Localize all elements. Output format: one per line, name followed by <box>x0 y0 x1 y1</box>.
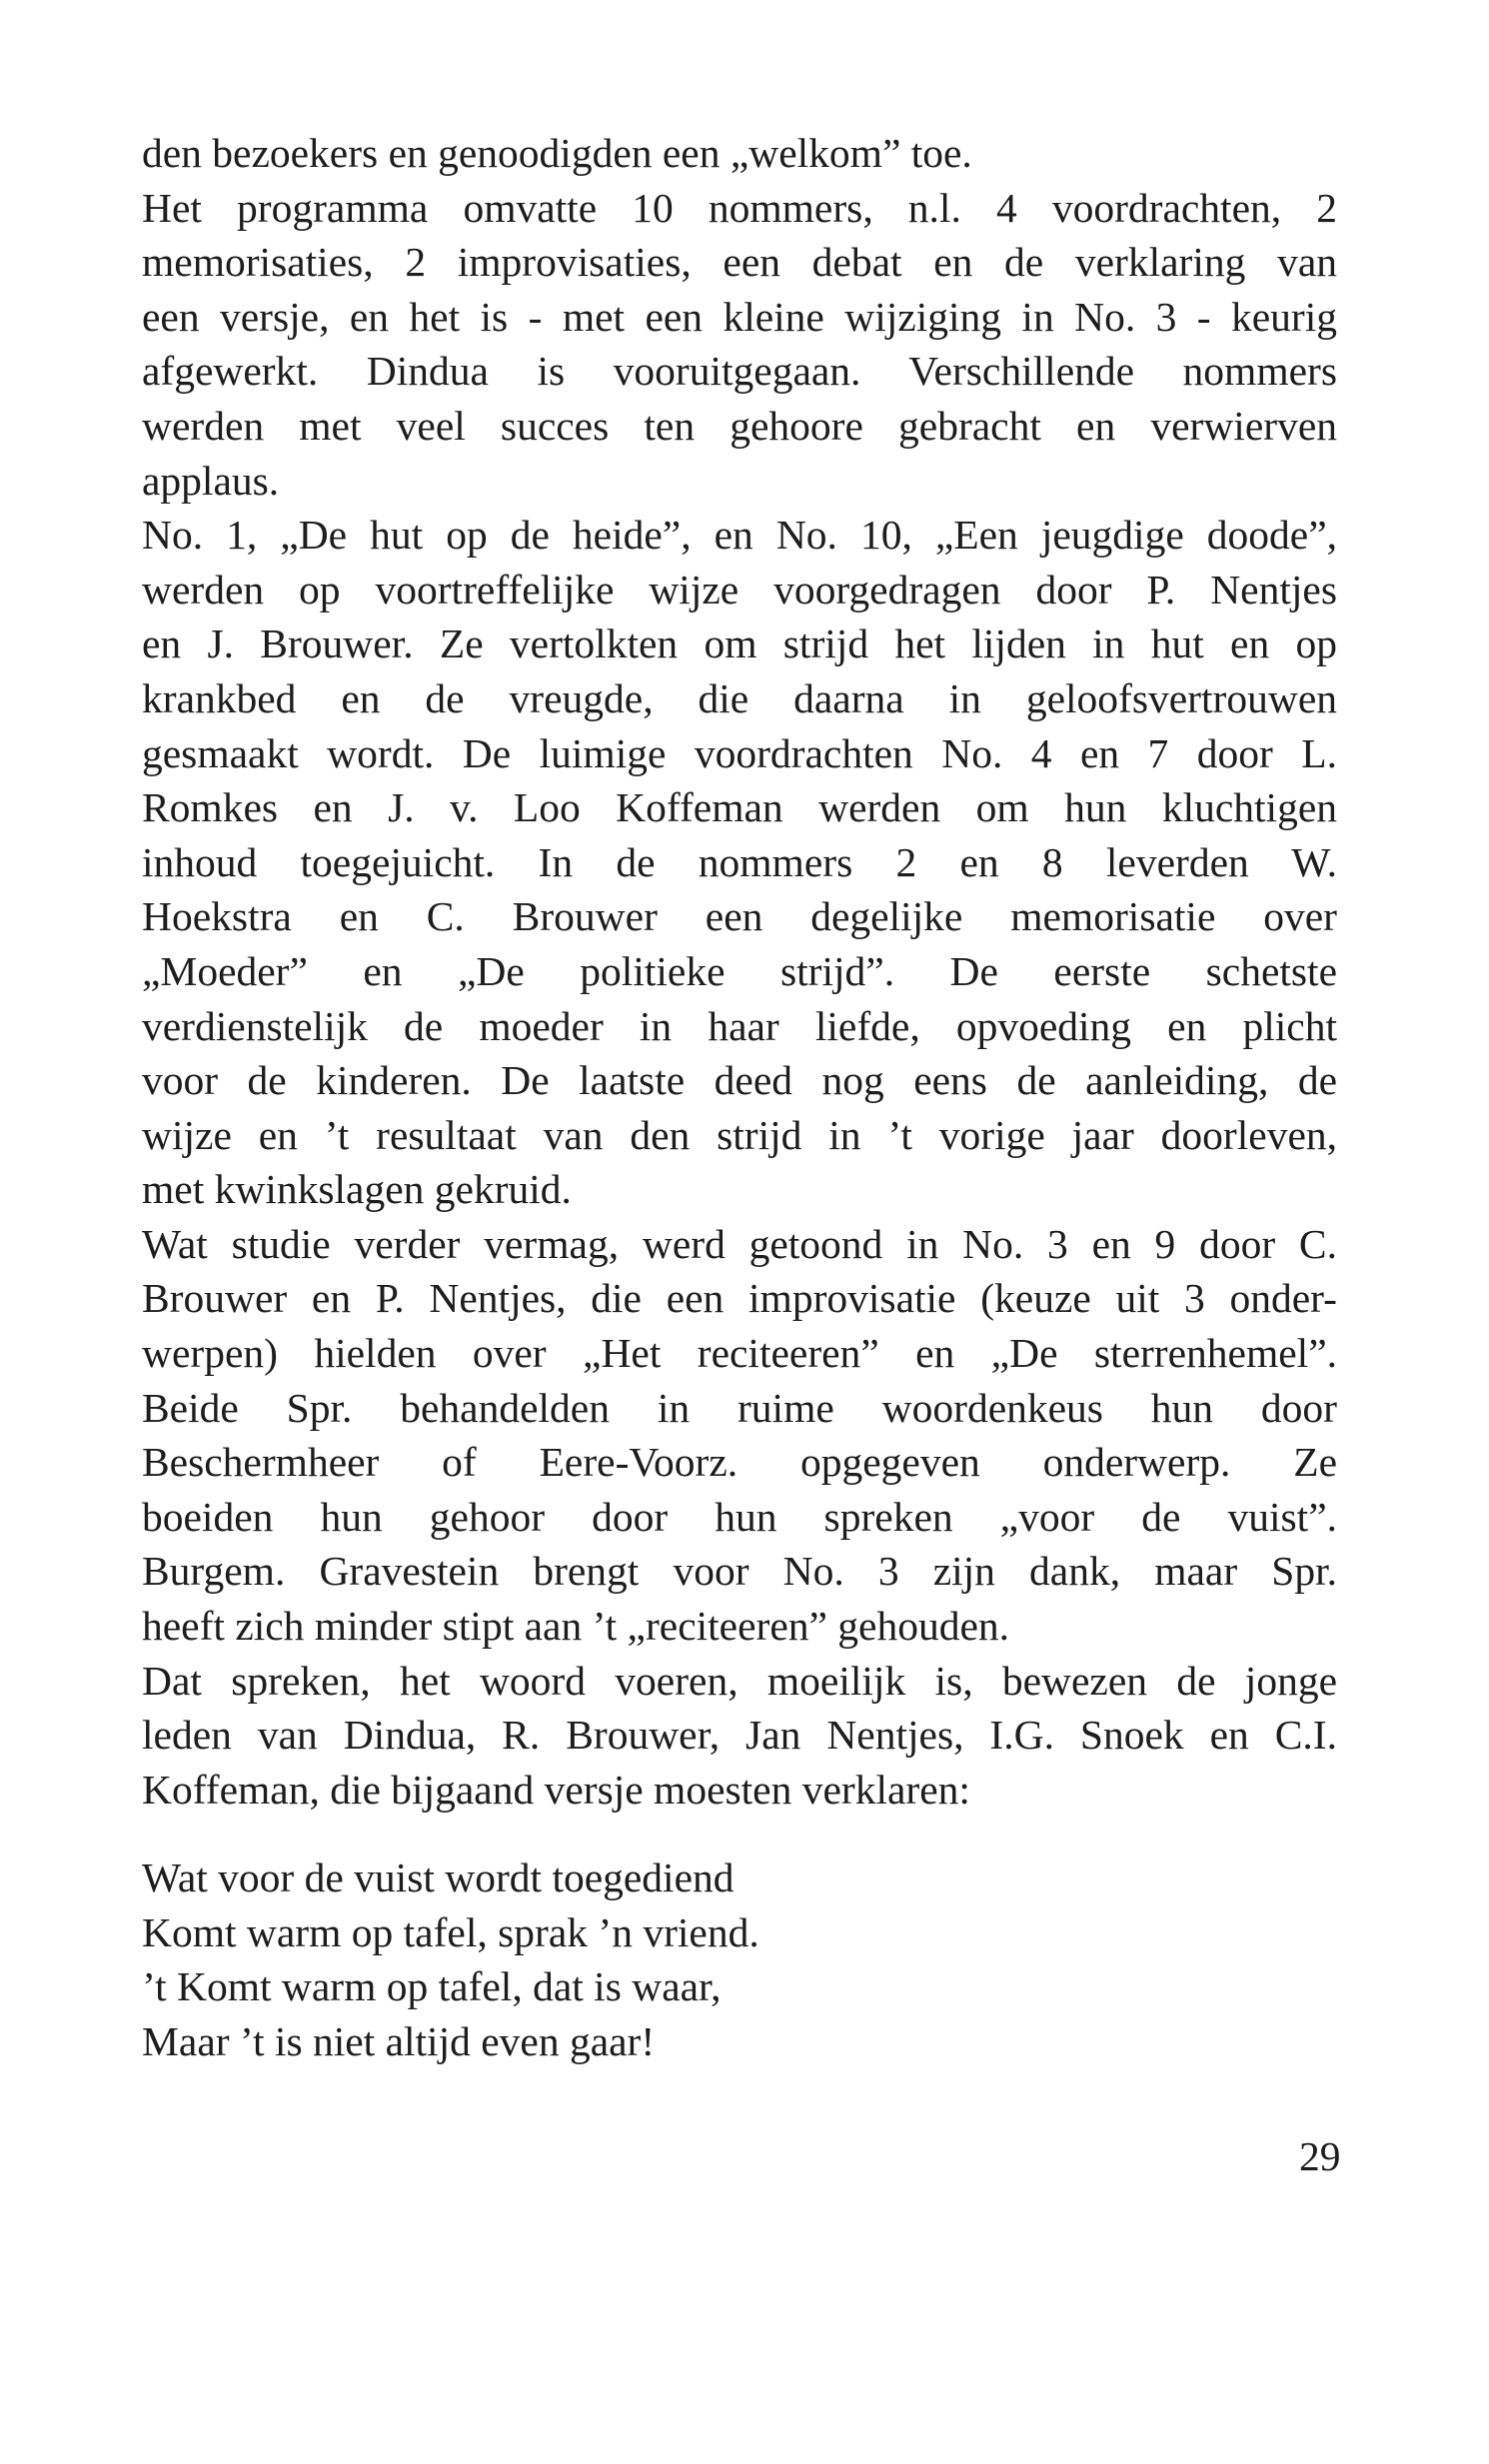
verse-line: ’t Komt warm op tafel, dat is waar, <box>142 1963 722 2010</box>
text-line: met kwinkslagen gekruid. <box>142 1166 572 1213</box>
text-line: Brouwer en P. Nentjes, die een improvisatie (keuze uit 3 onder- <box>142 1275 1337 1322</box>
text-line: Het programma omvatte 10 nommers, n.l. 4 voordrachten, 2 <box>142 184 1337 231</box>
text-line: Wat studie verder vermag, werd getoond in No. 3 en 9 door C. <box>142 1220 1337 1267</box>
text-line: Hoekstra en C. Brouwer een degelijke memorisatie over <box>142 893 1337 940</box>
verse-line: Wat voor de vuist wordt toegediend <box>142 1854 735 1900</box>
page-number: 29 <box>1299 2133 1341 2179</box>
text-line: Romkes en J. v. Loo Koffeman werden om hun kluchtigen <box>142 784 1337 831</box>
text-line: een versje, en het is - met een kleine wijziging in No. 3 - keurig <box>142 293 1337 340</box>
text-line: leden van Dindua, R. Brouwer, Jan Nentjes, I.G. Snoek en C.I. <box>142 1712 1337 1759</box>
text-line: den bezoekers en genoodigden een „welkom” toe. <box>142 130 972 176</box>
text-line: Burgem. Gravestein brengt voor No. 3 zijn dank, maar Spr. <box>142 1548 1337 1595</box>
text-line: voor de kinderen. De laatste deed nog eens de aanleiding, de <box>142 1057 1337 1104</box>
body-text <box>142 126 1337 1817</box>
text-line: werden met veel succes ten gehoore gebracht en verwierven <box>142 402 1337 449</box>
text-line: Beschermheer of Eere-Voorz. opgegeven onderwerp. Ze <box>142 1439 1337 1486</box>
text-line: No. 1, „De hut op de heide”, en No. 10, „Een jeugdige doode”, <box>142 512 1337 559</box>
text-line: boeiden hun gehoor door hun spreken „voor de vuist”. <box>142 1493 1337 1540</box>
verse-line: Komt warm op tafel, sprak ’n vriend. <box>142 1908 759 1955</box>
text-line: inhoud toegejuicht. In de nommers 2 en 8 leverden W. <box>142 838 1337 885</box>
text-line: Beide Spr. behandelden in ruime woordenkeus hun door <box>142 1384 1337 1431</box>
text-line: Dat spreken, het woord voeren, moeilijk is, bewezen de jonge <box>142 1657 1337 1704</box>
text-line: afgewerkt. Dindua is vooruitgegaan. Verschillende nommers <box>142 348 1337 395</box>
text-line: krankbed en de vreugde, die daarna in geloofsvertrouwen <box>142 674 1337 721</box>
verse-line: Maar ’t is niet altijd even gaar! <box>142 2017 656 2064</box>
text-line: memorisaties, 2 improvisaties, een debat en de verklaring van <box>142 239 1337 286</box>
text-line: werden op voortreffelijke wijze voorgedragen door P. Nentjes <box>142 566 1337 613</box>
text-line: verdienstelijk de moeder in haar liefde, opvoeding en plicht <box>142 1002 1337 1049</box>
text-line: gesmaakt wordt. De luimige voordrachten No. 4 en 7 door L. <box>142 729 1337 776</box>
text-line: werpen) hielden over „Het reciteeren” en „De sterrenhemel”. <box>142 1330 1337 1377</box>
text-line: wijze en ’t resultaat van den strijd in ’t vorige jaar doorleven, <box>142 1111 1337 1158</box>
verse <box>142 1850 1141 2068</box>
text-line: en J. Brouwer. Ze vertolkten om strijd het lijden in hut en op <box>142 620 1337 667</box>
text-line: heeft zich minder stipt aan ’t „reciteeren” gehouden. <box>142 1603 1010 1650</box>
text-line: „Moeder” en „De politieke strijd”. De eerste schetste <box>142 947 1337 994</box>
text-line: applaus. <box>142 457 280 504</box>
text-line: Koffeman, die bijgaand versje moesten verklaren: <box>142 1766 970 1813</box>
